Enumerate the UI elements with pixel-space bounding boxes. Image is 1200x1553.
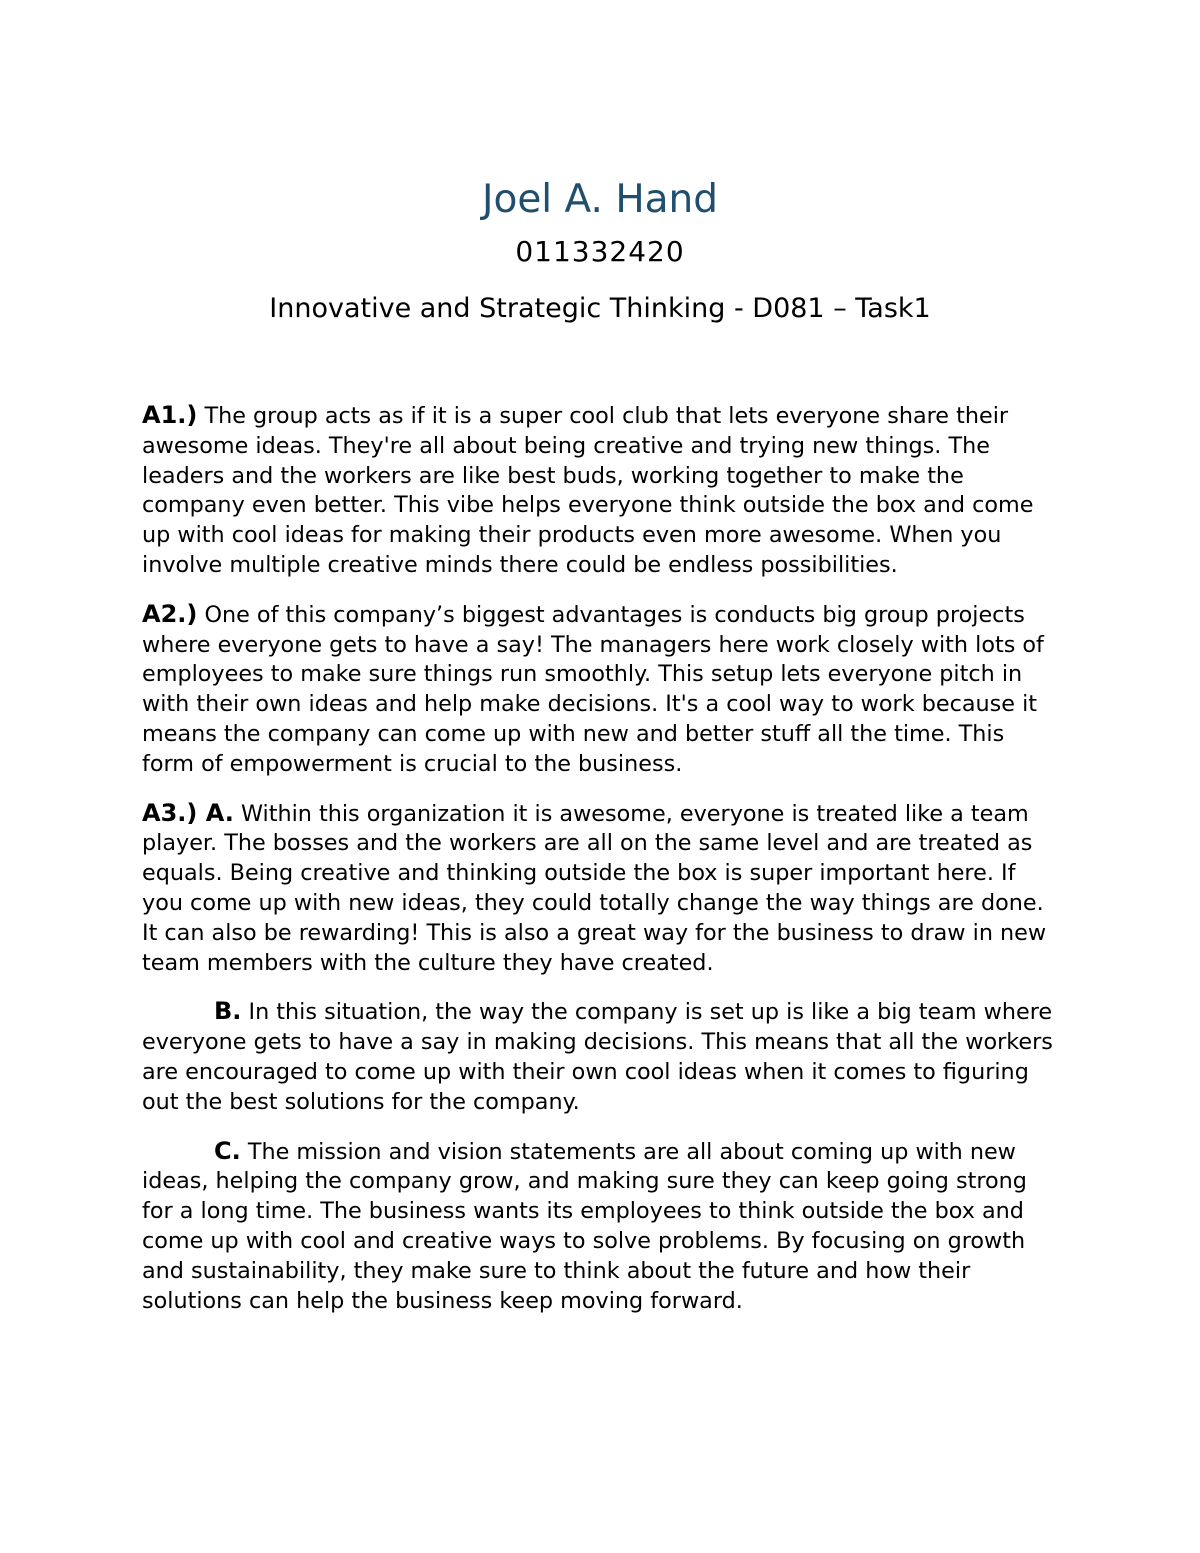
paragraph-text-b: In this situation, the way the company is set up is like a big team where everyone gets to have a say in making decisions. This means that all the workers are encouraged to come up with their own cool ideas when it comes to figuring out the best solutions for the company. — [142, 999, 1053, 1115]
paragraph-a3a — [142, 799, 1062, 979]
student-id: 011332420 — [515, 235, 685, 268]
course-title: Innovative and Strategic Thinking - D081 – Task1 — [269, 293, 931, 324]
section-label-a3a: A3.) A. — [142, 798, 234, 827]
section-label-b: B. — [214, 997, 242, 1026]
section-label-c: C. — [214, 1136, 241, 1165]
section-label-a1: A1.) — [142, 401, 198, 429]
section-label-a2: A2.) — [142, 599, 198, 628]
document-body — [142, 401, 1062, 1335]
paragraph-text-a1: The group acts as if it is a super cool club that lets everyone share their awesome ideas. They're all about being creative and trying new things. The leaders and the workers are like best buds, working together to make the company even better. This vibe helps everyone think outside the box and come up with cool ideas for making their products even more awesome. When you involve multiple creative minds there could be endless possibilities. — [142, 403, 1034, 578]
paragraph-text-a2: One of this company’s biggest advantages is conducts big group projects where everyone gets to have a say! The managers here work closely with lots of employees to make sure things run smoothly. This setup lets everyone pitch in with their own ideas and help make decisions. It's a cool way to work because it means the company can come up with new and better stuff all the time. This form of empowerment is crucial to the business. — [142, 601, 1044, 777]
author-name: Joel A. Hand — [481, 177, 719, 222]
paragraph-c — [142, 1137, 1062, 1317]
paragraph-a1 — [142, 401, 1062, 581]
paragraph-text-c: The mission and vision statements are all about coming up with new ideas, helping the company grow, and making sure they can keep going strong for a long time. The business wants its employees to think outside the box and come up with cool and creative ways to solve problems. By focusing on growth and sustainability, they make sure to think about the future and how their solutions can help the business keep moving forward. — [142, 1138, 1027, 1314]
paragraph-a2 — [142, 600, 1062, 780]
paragraph-b — [142, 997, 1062, 1117]
paragraph-text-a3a: Within this organization it is awesome, everyone is treated like a team player. The bosses and the workers are all on the same level and are treated as equals. Being creative and thinking outside the box is super important here. If you come up with new ideas, they could totally change the way things are done. It can also be rewarding! This is also a great way for the business to draw in new team members with the culture they have created. — [142, 800, 1047, 976]
